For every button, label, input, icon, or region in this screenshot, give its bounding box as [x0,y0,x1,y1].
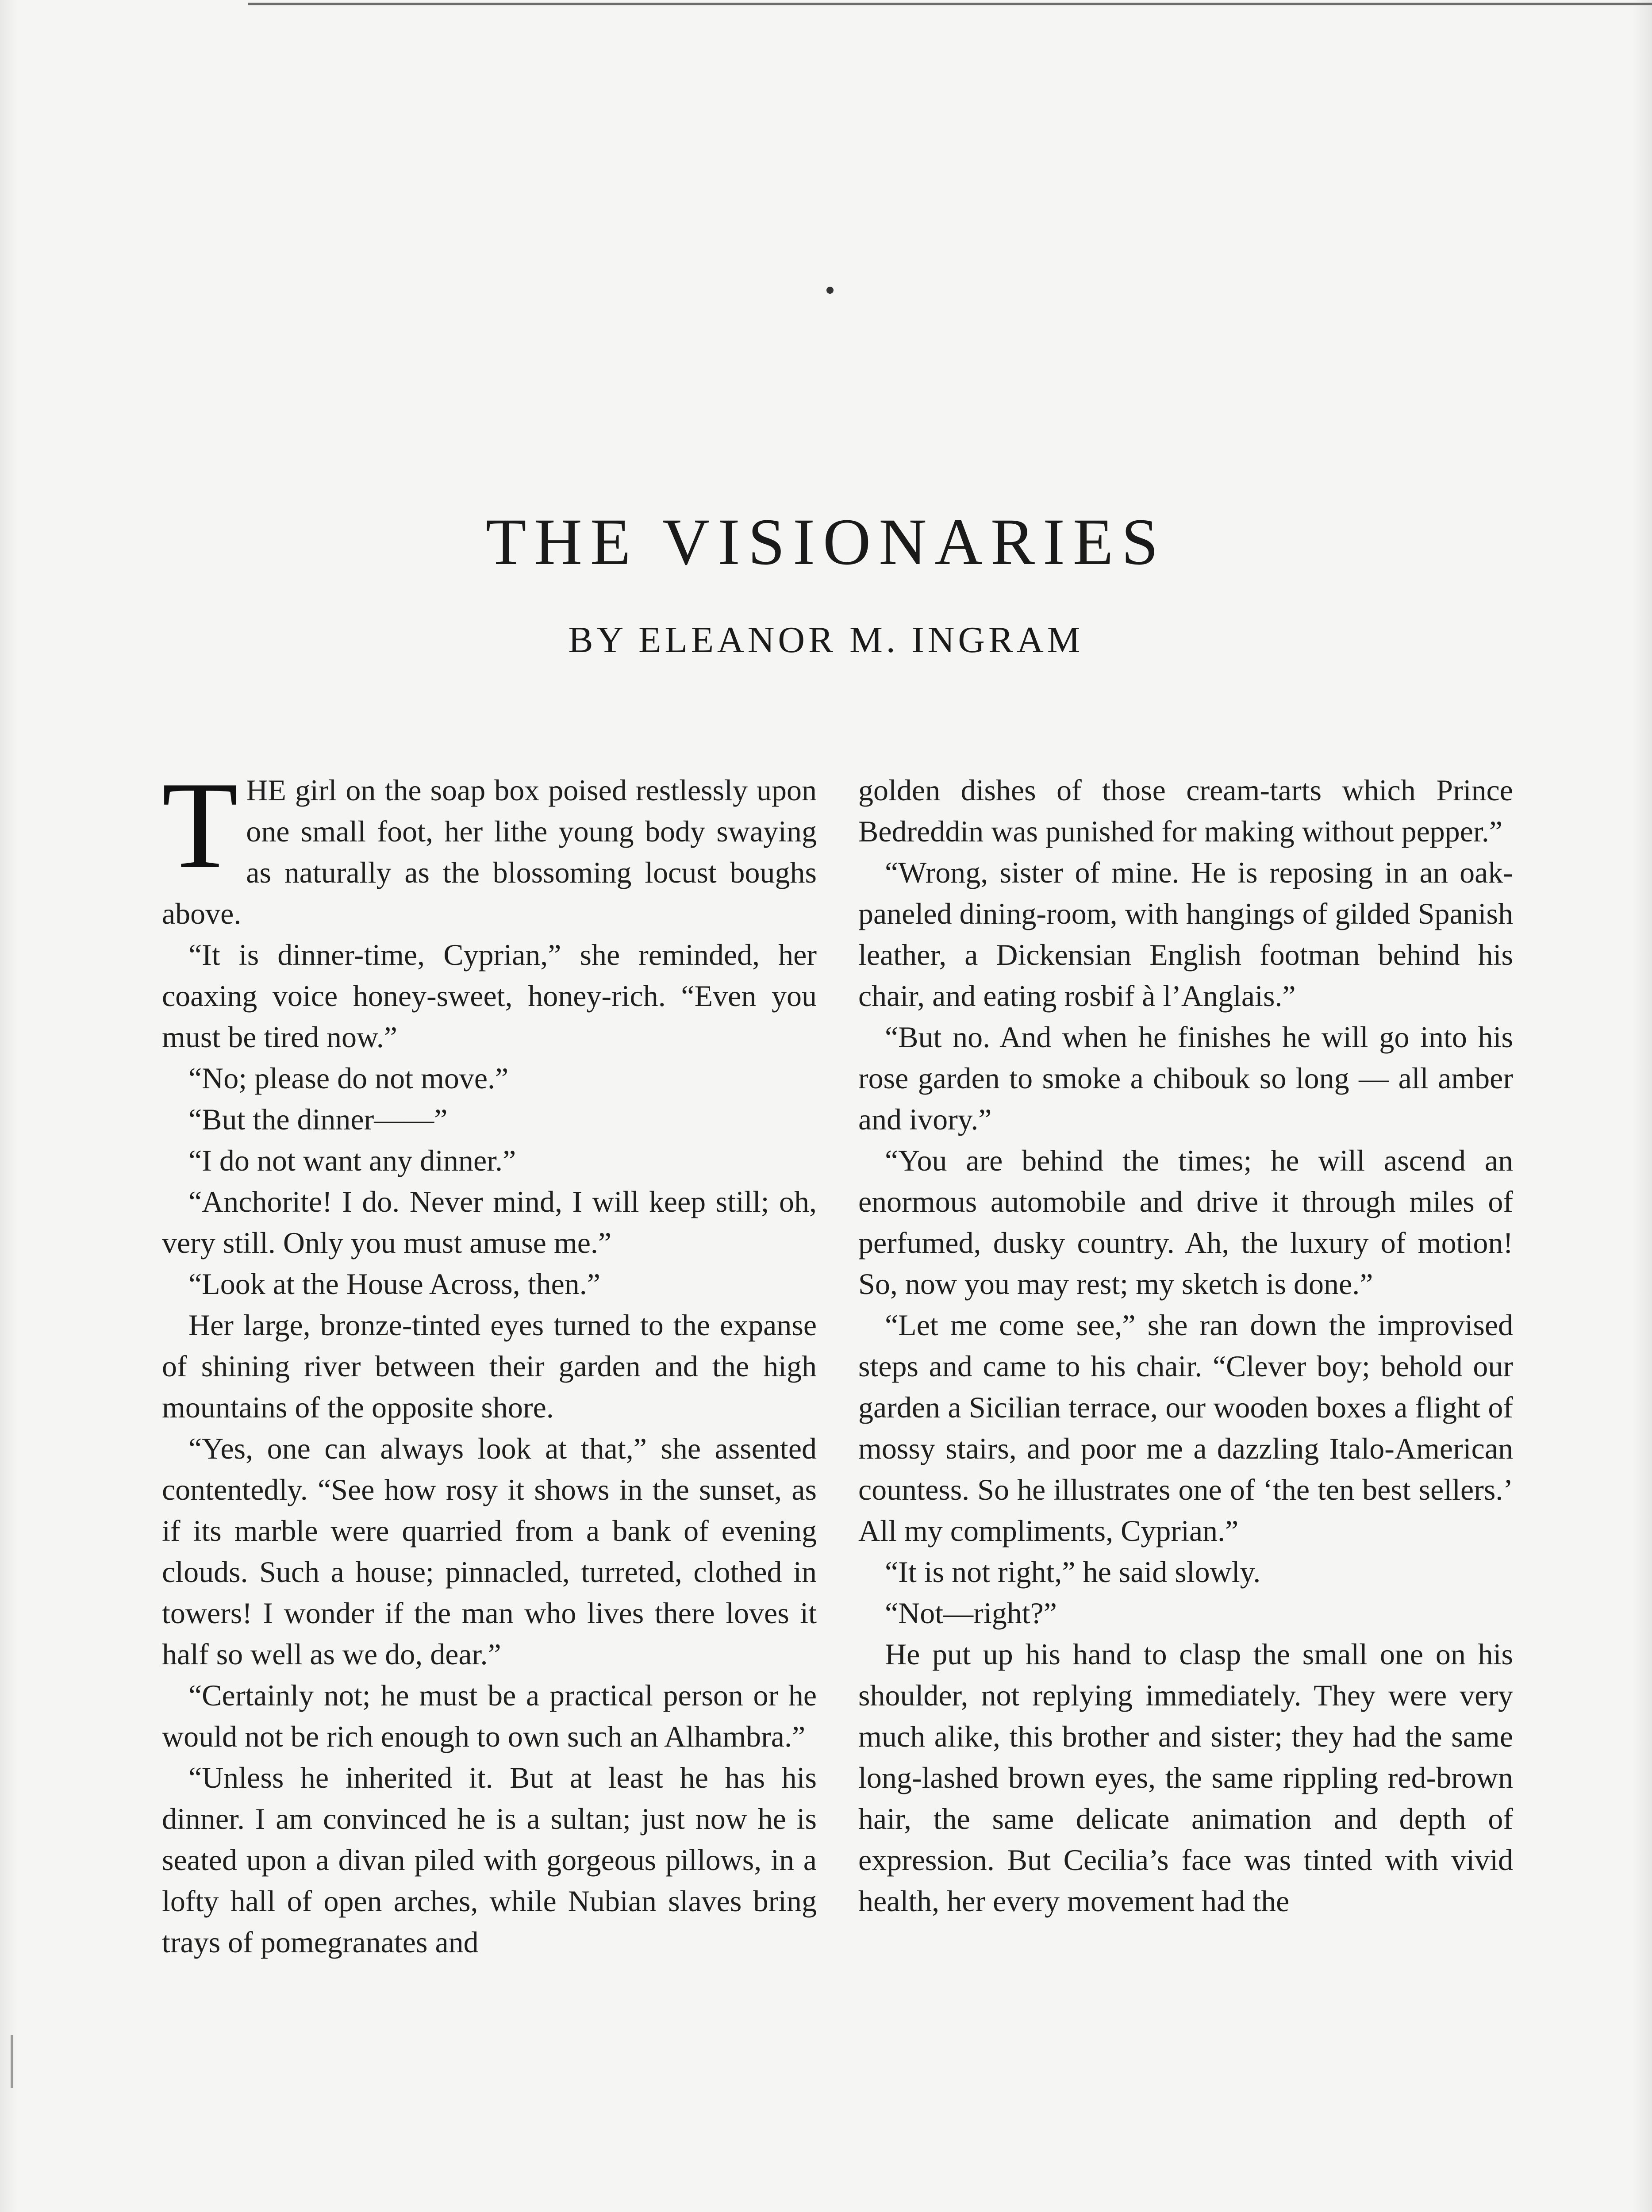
margin-mark [11,2035,13,2088]
article-title: THE VISIONARIES [485,505,1167,579]
right-column [858,770,1513,1922]
paragraph: He put up his hand to clasp the small one on his shoulder, not replying immediately. They were very much alike, this brother and sister; they had the same long-lashed brown eyes, the same rippling red-brown hair, the same delicate animation and depth of expression. But Cecilia’s face was tinted with vivid health, her every movement had the [858,1637,1513,1918]
paragraph: “It is not right,” he said slowly. [885,1555,1261,1589]
left-column [162,756,817,1963]
ornament-dot [826,287,834,294]
top-edge-line [248,3,1652,5]
paragraph [162,756,817,934]
paragraph: “But no. And when he finishes he will go into his rose garden to smoke a chibouk so long — all amber and ivory.” [858,1020,1513,1136]
paragraph: “Anchorite! I do. Never mind, I will keep still; oh, very still. Only you must amuse me.” [162,1185,817,1260]
article-byline: BY ELEANOR M. INGRAM [568,619,1084,661]
paragraph: “I do not want any dinner.” [188,1144,516,1177]
paragraph: “Certainly not; he must be a practical person or he would not be rich enough to own such an Alhambra.” [162,1678,817,1753]
paragraph: “It is dinner-time, Cyprian,” she reminded, her coaxing voice honey-sweet, honey-rich. “Even you must be tired now.” [162,938,817,1054]
paragraph: golden dishes of those cream-tarts which Prince Bedreddin was punished for making without pepper.” [858,773,1513,848]
paragraph: “Yes, one can always look at that,” she assented contentedly. “See how rosy it shows in the sunset, as if its marble were quarried from a bank of evening clouds. Such a house; pinnacled, turreted, clothed in towers! I wonder if the man who lives there loves it half so well as we do, dear.” [162,1432,817,1671]
paragraph: Her large, bronze-tinted eyes turned to the expanse of shining river between their garden and the high mountains of the opposite shore. [162,1308,817,1424]
paragraph: “No; please do not move.” [188,1061,509,1095]
paragraph: “You are behind the times; he will ascend an enormous automobile and drive it through miles of perfumed, dusky country. Ah, the luxury of motion! So, now you may rest; my sketch is done.” [858,1144,1513,1301]
drop-cap: T [162,756,238,894]
paragraph: “Look at the House Across, then.” [188,1267,600,1301]
paragraph: “Not—right?” [885,1596,1057,1630]
paragraph: “Wrong, sister of mine. He is reposing in an oak-paneled dining-room, with hangings of gilded Spanish leather, a Dickensian English footman behind his chair, and eating rosbif à l’Anglais.” [858,856,1513,1013]
paragraph: “Unless he inherited it. But at least he has his dinner. I am convinced he is a sultan; just now he is seated upon a divan piled with gorgeous pillows, in a lofty hall of open arches, while Nubian slaves bring trays of pomegranates and [162,1761,817,1959]
paragraph-text: HE girl on the soap box poised restlessly upon one small foot, her lithe young body swaying as naturally as the blossoming locust boughs above. [162,773,817,930]
paragraph: “Let me come see,” she ran down the improvised steps and came to his chair. “Clever boy; behold our garden a Sicilian terrace, our wooden boxes a flight of mossy stairs, and poor me a dazzling Italo-American countess. So he illustrates one of ‘the ten best sellers.’ All my compliments, Cyprian.” [858,1308,1513,1548]
paragraph: “But the dinner——” [188,1102,448,1136]
